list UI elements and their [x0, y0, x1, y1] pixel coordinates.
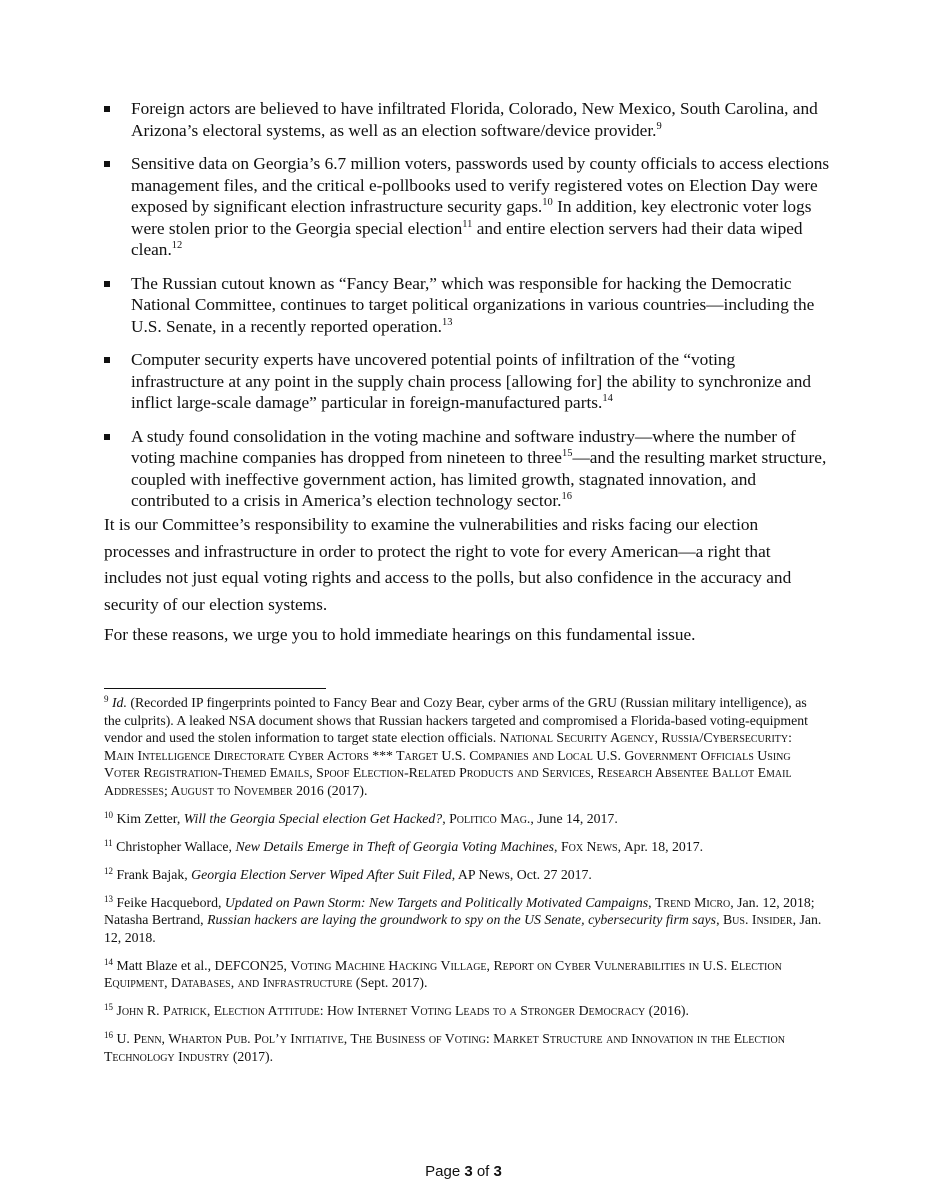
bullet-square-icon: [104, 281, 110, 287]
bullet-text: Foreign actors are believed to have infiltrated Florida, Colorado, New Mexico, South Carolina, and Arizona’s electoral systems, as well as an election software/device provider.$^9$: [131, 99, 818, 140]
footnote-ref[interactable]: 11: [462, 218, 473, 230]
footnote-16: $^{16}$ U. Penn, Wharton Pub. Pol’y Initiative, The Business of Voting: Market Structure and Innovation in the Election Technology Industry (2017).: [104, 1030, 785, 1064]
footnote-ref[interactable]: 15: [561, 448, 573, 459]
footnote-15: $^{15}$ John R. Patrick, Election Attitude: How Internet Voting Leads to a Stronger Democracy (2016).: [104, 1002, 689, 1018]
footnote-ref[interactable]: 9: [656, 120, 662, 132]
page-number: Page 3 of 3: [425, 1163, 502, 1180]
bullet-list: [0, 98, 927, 524]
bullet-item-3: [0, 273, 927, 338]
footnote-12: $^{12}$ Frank Bajak, Georgia Election Server Wiped After Suit Filed, AP News, Oct. 27 2017.: [104, 865, 592, 882]
footnote-ref[interactable]: 14: [602, 393, 613, 404]
bullet-item-5: [0, 426, 927, 512]
bullet-text: Computer security experts have uncovered potential points of infiltration of the “voting infrastructure at any point in the supply chain process [allowing for] the ability to synchronize and inflict large-scale damage” particular in foreign-manufactured parts.$^{14}$: [131, 350, 812, 412]
bullet-square-icon: [104, 161, 110, 167]
body-paragraph-request: For these reasons, we urge you to hold immediate hearings on this fundamental issue.: [104, 625, 696, 644]
bullet-square-icon: [104, 434, 110, 440]
footnote-13: $^{13}$ Feike Hacquebord, Updated on Pawn Storm: New Targets and Politically Motivated Campaigns, Trend Micro, Jan. 12, 2018; Natasha Bertrand, Russian hackers are laying the groundwork to spy on the US Senate, cybersecurity firm says, Bus. Insider, Jan. 12, 2018.: [104, 893, 822, 945]
footnote-14: $^{14}$ Matt Blaze et al., DEFCON25, Voting Machine Hacking Village, Report on Cyber Vulnerabilities in U.S. Election Equipment, Databases, and Infrastructure (Sept. 2017).: [104, 956, 782, 990]
footnote-ref[interactable]: 10: [542, 197, 553, 208]
bullet-item-2: [0, 153, 927, 261]
footnote-ref[interactable]: 13: [441, 316, 453, 328]
footnote-ref[interactable]: 12: [171, 240, 183, 251]
bullet-item-1: [0, 98, 927, 141]
bullet-text: A study found consolidation in the voting machine and software industry—where the number of voting machine companies has dropped from nineteen to three$^{15}$—and the resulting market structure, coupled with ineffective government action, has limited growth, stagnated innovation, and contributed to a crisis in America’s election technology sector.$^{16}$: [131, 426, 827, 510]
bullet-text: The Russian cutout known as “Fancy Bear,” which was responsible for hacking the Democratic National Committee, continues to target political organizations in various countries—including the U.S. Senate, in a recently reported operation.$^{13}$: [131, 273, 815, 336]
footnote-9: $^9$ Id. (Recorded IP fingerprints pointed to Fancy Bear and Cozy Bear, cyber arms of the GRU (Russian military intelligence), as the culprits). A leaked NSA document shows that Russian hackers targeted and compromised a Florida-based voting-equipment vendor and used the stolen information to target state election officials. National Security Agency, Russia/Cybersecurity: Main Intelligence Directorate Cyber Actors *** Target U.S. Companies and Local U.S. Government Officials Using Voter Registration-Themed Emails, Spoof Election-Related Products and Services, Research Absentee Ballot Email Addresses; August to November 2016 (2017).: [104, 694, 809, 798]
bullet-text: Sensitive data on Georgia’s 6.7 million voters, passwords used by county officials to access elections management files, and the critical e-pollbooks used to verify registered votes on Election Day were exposed by significant election infrastructure security gaps.$^{10}$ In addition, key electronic voter logs were stolen prior to the Georgia special election$^{11}$ and entire election servers had their data wiped clean.$^{12}$: [131, 154, 830, 259]
footnotes: [104, 694, 824, 1076]
footnote-ref[interactable]: 16: [561, 491, 572, 502]
body-paragraph-responsibility: It is our Committee’s responsibility to examine the vulnerabilities and risks facing our election processes and infrastructure in order to protect the right to vote for every American—a right that includes not just equal voting rights and access to the polls, but also confidence in the accuracy and security of our election systems.: [104, 515, 792, 614]
footnote-divider: [104, 688, 326, 689]
bullet-square-icon: [104, 106, 110, 112]
bullet-square-icon: [104, 357, 110, 363]
bullet-item-4: [0, 349, 927, 414]
footnote-11: $^{11}$ Christopher Wallace, New Details Emerge in Theft of Georgia Voting Machines, Fox News, Apr. 18, 2017.: [104, 837, 704, 854]
footnote-10: $^{10}$ Kim Zetter, Will the Georgia Special election Get Hacked?, Politico Mag., June 14, 2017.: [104, 809, 618, 826]
